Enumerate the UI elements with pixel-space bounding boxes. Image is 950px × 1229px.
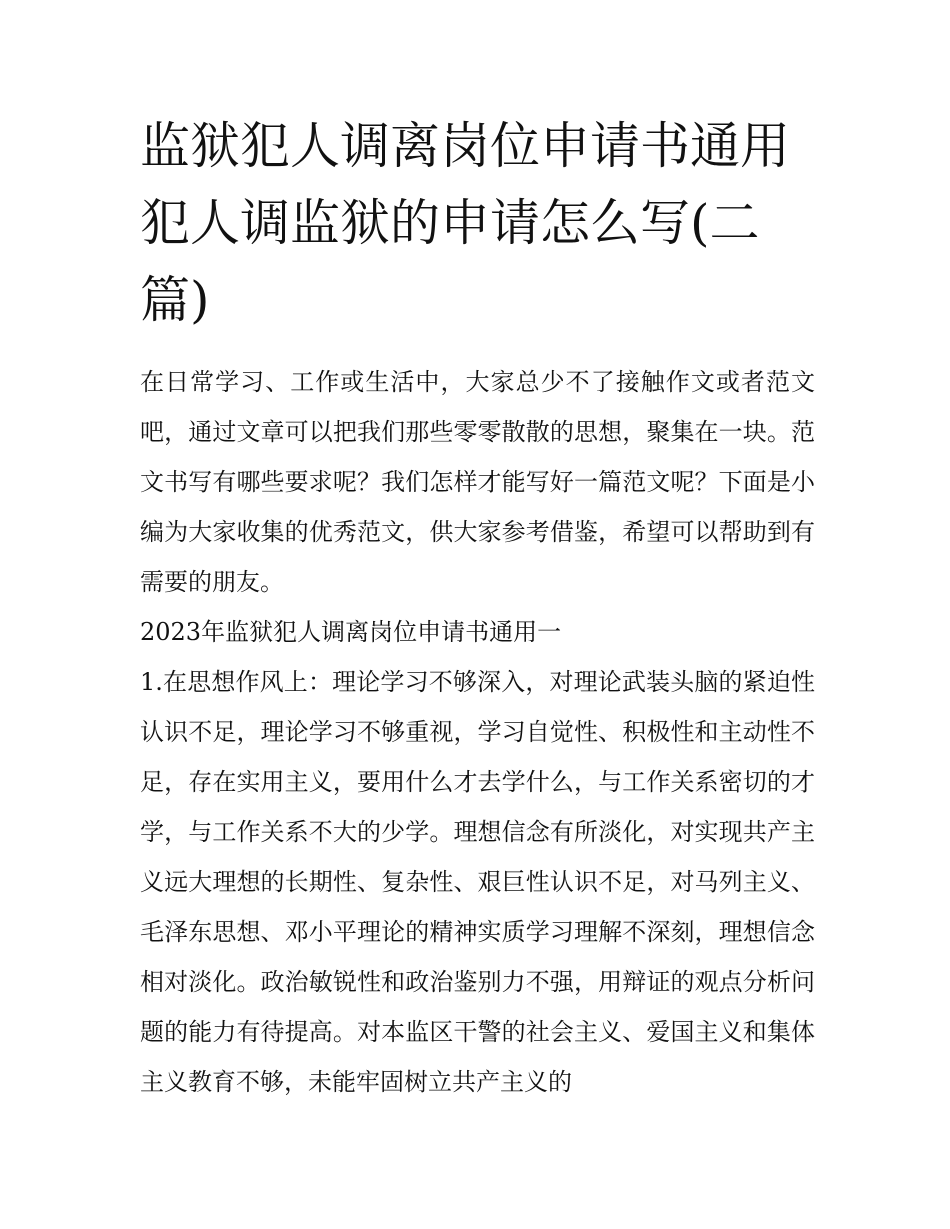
body-paragraph: 1.在思想作风上：理论学习不够深入，对理论武装头脑的紧迫性认识不足，理论学习不够重视，学习自觉性、积极性和主动性不足，存在实用主义，要用什么才去学什么，与工作关系密切的才学，与工作关系不大的少学。理想信念有所淡化，对实现共产主义远大理想的长期性、复杂性、艰巨性认识不足，对马列主义、毛泽东思想、邓小平理论的精神实质学习理解不深刻，理想信念相对淡化。政治敏锐性和政治鉴别力不强，用辩证的观点分析问题的能力有待提高。对本监区干警的社会主义、爱国主义和集体主义教育不够，未能牢固树立共产主义的 (140, 668, 815, 1096)
document-title: 监狱犯人调离岗位申请书通用犯人调监狱的申请怎么写(二篇) (140, 117, 790, 329)
intro-paragraph: 在日常学习、工作或生活中，大家总少不了接触作文或者范文吧，通过文章可以把我们那些零零散散的思想，聚集在一块。范文书写有哪些要求呢？我们怎样才能写好一篇范文呢？下面是小编为大家收集的优秀范文，供大家参考借鉴，希望可以帮助到有需要的朋友。 (140, 368, 815, 596)
section-heading: 2023年监狱犯人调离岗位申请书通用一 (140, 618, 562, 646)
document-content (140, 108, 815, 1107)
